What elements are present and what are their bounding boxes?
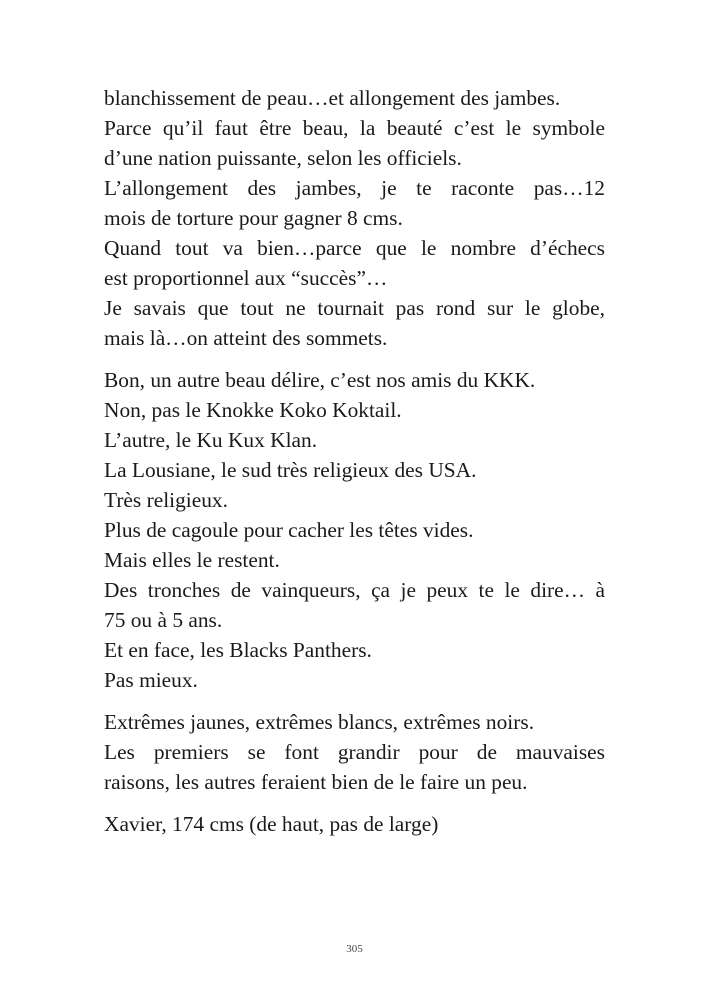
paragraph-3 [104, 707, 605, 797]
body-text [104, 83, 605, 851]
page-number: 305 [346, 943, 363, 955]
text-line: La Lousiane, le sud très religieux des USA. [104, 458, 477, 482]
signature-paragraph [104, 809, 605, 839]
paragraph-1 [104, 83, 605, 353]
text-line: Très religieux. [104, 488, 228, 512]
text-line: 75 ou à 5 ans. [104, 608, 223, 632]
text-line: Plus de cagoule pour cacher les têtes vides. [104, 518, 474, 542]
text-line: Non, pas le Knokke Koko Koktail. [104, 398, 402, 422]
text-line: raisons, les autres feraient bien de le faire un peu. [104, 770, 528, 794]
text-line: Des tronches de vainqueurs, ça je peux te le dire… à [104, 578, 605, 602]
text-line: Mais elles le restent. [104, 548, 280, 572]
signature-line: Xavier, 174 cms (de haut, pas de large) [104, 812, 439, 836]
text-line: Pas mieux. [104, 668, 198, 692]
text-line: Parce qu’il faut être beau, la beauté c’est le symbole [104, 116, 605, 140]
text-line: Et en face, les Blacks Panthers. [104, 638, 372, 662]
text-line: Les premiers se font grandir pour de mauvaises [104, 740, 605, 764]
text-line: mais là…on atteint des sommets. [104, 326, 388, 350]
text-line: Quand tout va bien…parce que le nombre d’échecs [104, 236, 605, 260]
text-line: est proportionnel aux “succès”… [104, 266, 388, 290]
text-line: blanchissement de peau…et allongement des jambes. [104, 86, 561, 110]
text-line: d’une nation puissante, selon les officiels. [104, 146, 462, 170]
text-line: mois de torture pour gagner 8 cms. [104, 206, 403, 230]
text-line: L’autre, le Ku Kux Klan. [104, 428, 318, 452]
text-line: Extrêmes jaunes, extrêmes blancs, extrêmes noirs. [104, 710, 535, 734]
text-line: L’allongement des jambes, je te raconte pas…12 [104, 176, 605, 200]
text-line: Bon, un autre beau délire, c’est nos amis du KKK. [104, 368, 536, 392]
paragraph-2 [104, 365, 605, 695]
text-line: Je savais que tout ne tournait pas rond sur le globe, [104, 296, 605, 320]
